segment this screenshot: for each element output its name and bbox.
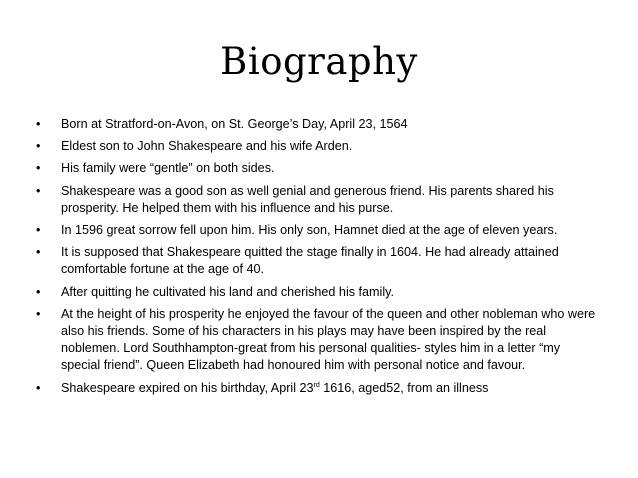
bullet-text-part: Shakespeare expired on his birthday, April 23 [61, 380, 314, 395]
bullet-point-icon: • [36, 139, 41, 154]
bullet-point-icon: • [36, 306, 41, 321]
bullet-text: It is supposed that Shakespeare quitted the stage finally in 1604. He had already attained comfortable fortune at the age of 40. [61, 245, 559, 277]
bullet-item [36, 138, 596, 155]
bullet-point-icon: • [36, 161, 41, 176]
bullet-text: At the height of his prosperity he enjoyed the favour of the queen and other nobleman who were also his friends. Some of his characters in his plays may have been inspired by the real noblemen. Lord Southhampton-great from his personal qualities- styles him in a letter “my special friend”. Queen Elizabeth had honoured him with personal notice and favour. [61, 306, 596, 373]
bullet-item [36, 116, 596, 133]
bullet-text: Eldest son to John Shakespeare and his wife Arden. [61, 139, 353, 154]
bullet-item [36, 183, 596, 217]
bullet-item [36, 306, 596, 375]
bullet-item [36, 380, 596, 397]
slide-title: Biography [220, 40, 418, 83]
bullet-text: Born at Stratford-on-Avon, on St. George’s Day, April 23, 1564 [61, 117, 408, 131]
bullet-text-part: 1616, aged52, from an illness [319, 380, 489, 395]
bullet-point-icon: • [36, 183, 41, 198]
ordinal-superscript: rd [313, 381, 320, 389]
bullet-text: In 1596 great sorrow fell upon him. His only son, Hamnet died at the age of eleven years. [61, 223, 558, 238]
bullet-point-icon: • [36, 223, 41, 238]
bullet-point-icon: • [36, 380, 41, 395]
bullet-item [36, 160, 596, 177]
bullet-text: His family were “gentle” on both sides. [61, 161, 275, 176]
bullet-text-death [61, 381, 488, 395]
bullet-point-icon: • [36, 245, 41, 260]
bullet-point-icon: • [36, 284, 41, 299]
bullet-item [36, 222, 596, 239]
bullet-point-icon: • [36, 117, 41, 131]
bullet-item [36, 244, 596, 278]
bullet-text: Shakespeare was a good son as well genial and generous friend. His parents shared his prosperity. He helped them with his influence and his purse. [61, 183, 554, 215]
bullet-text: After quitting he cultivated his land and cherished his family. [61, 284, 394, 299]
bullet-item [36, 284, 596, 301]
bullet-list [36, 116, 596, 402]
